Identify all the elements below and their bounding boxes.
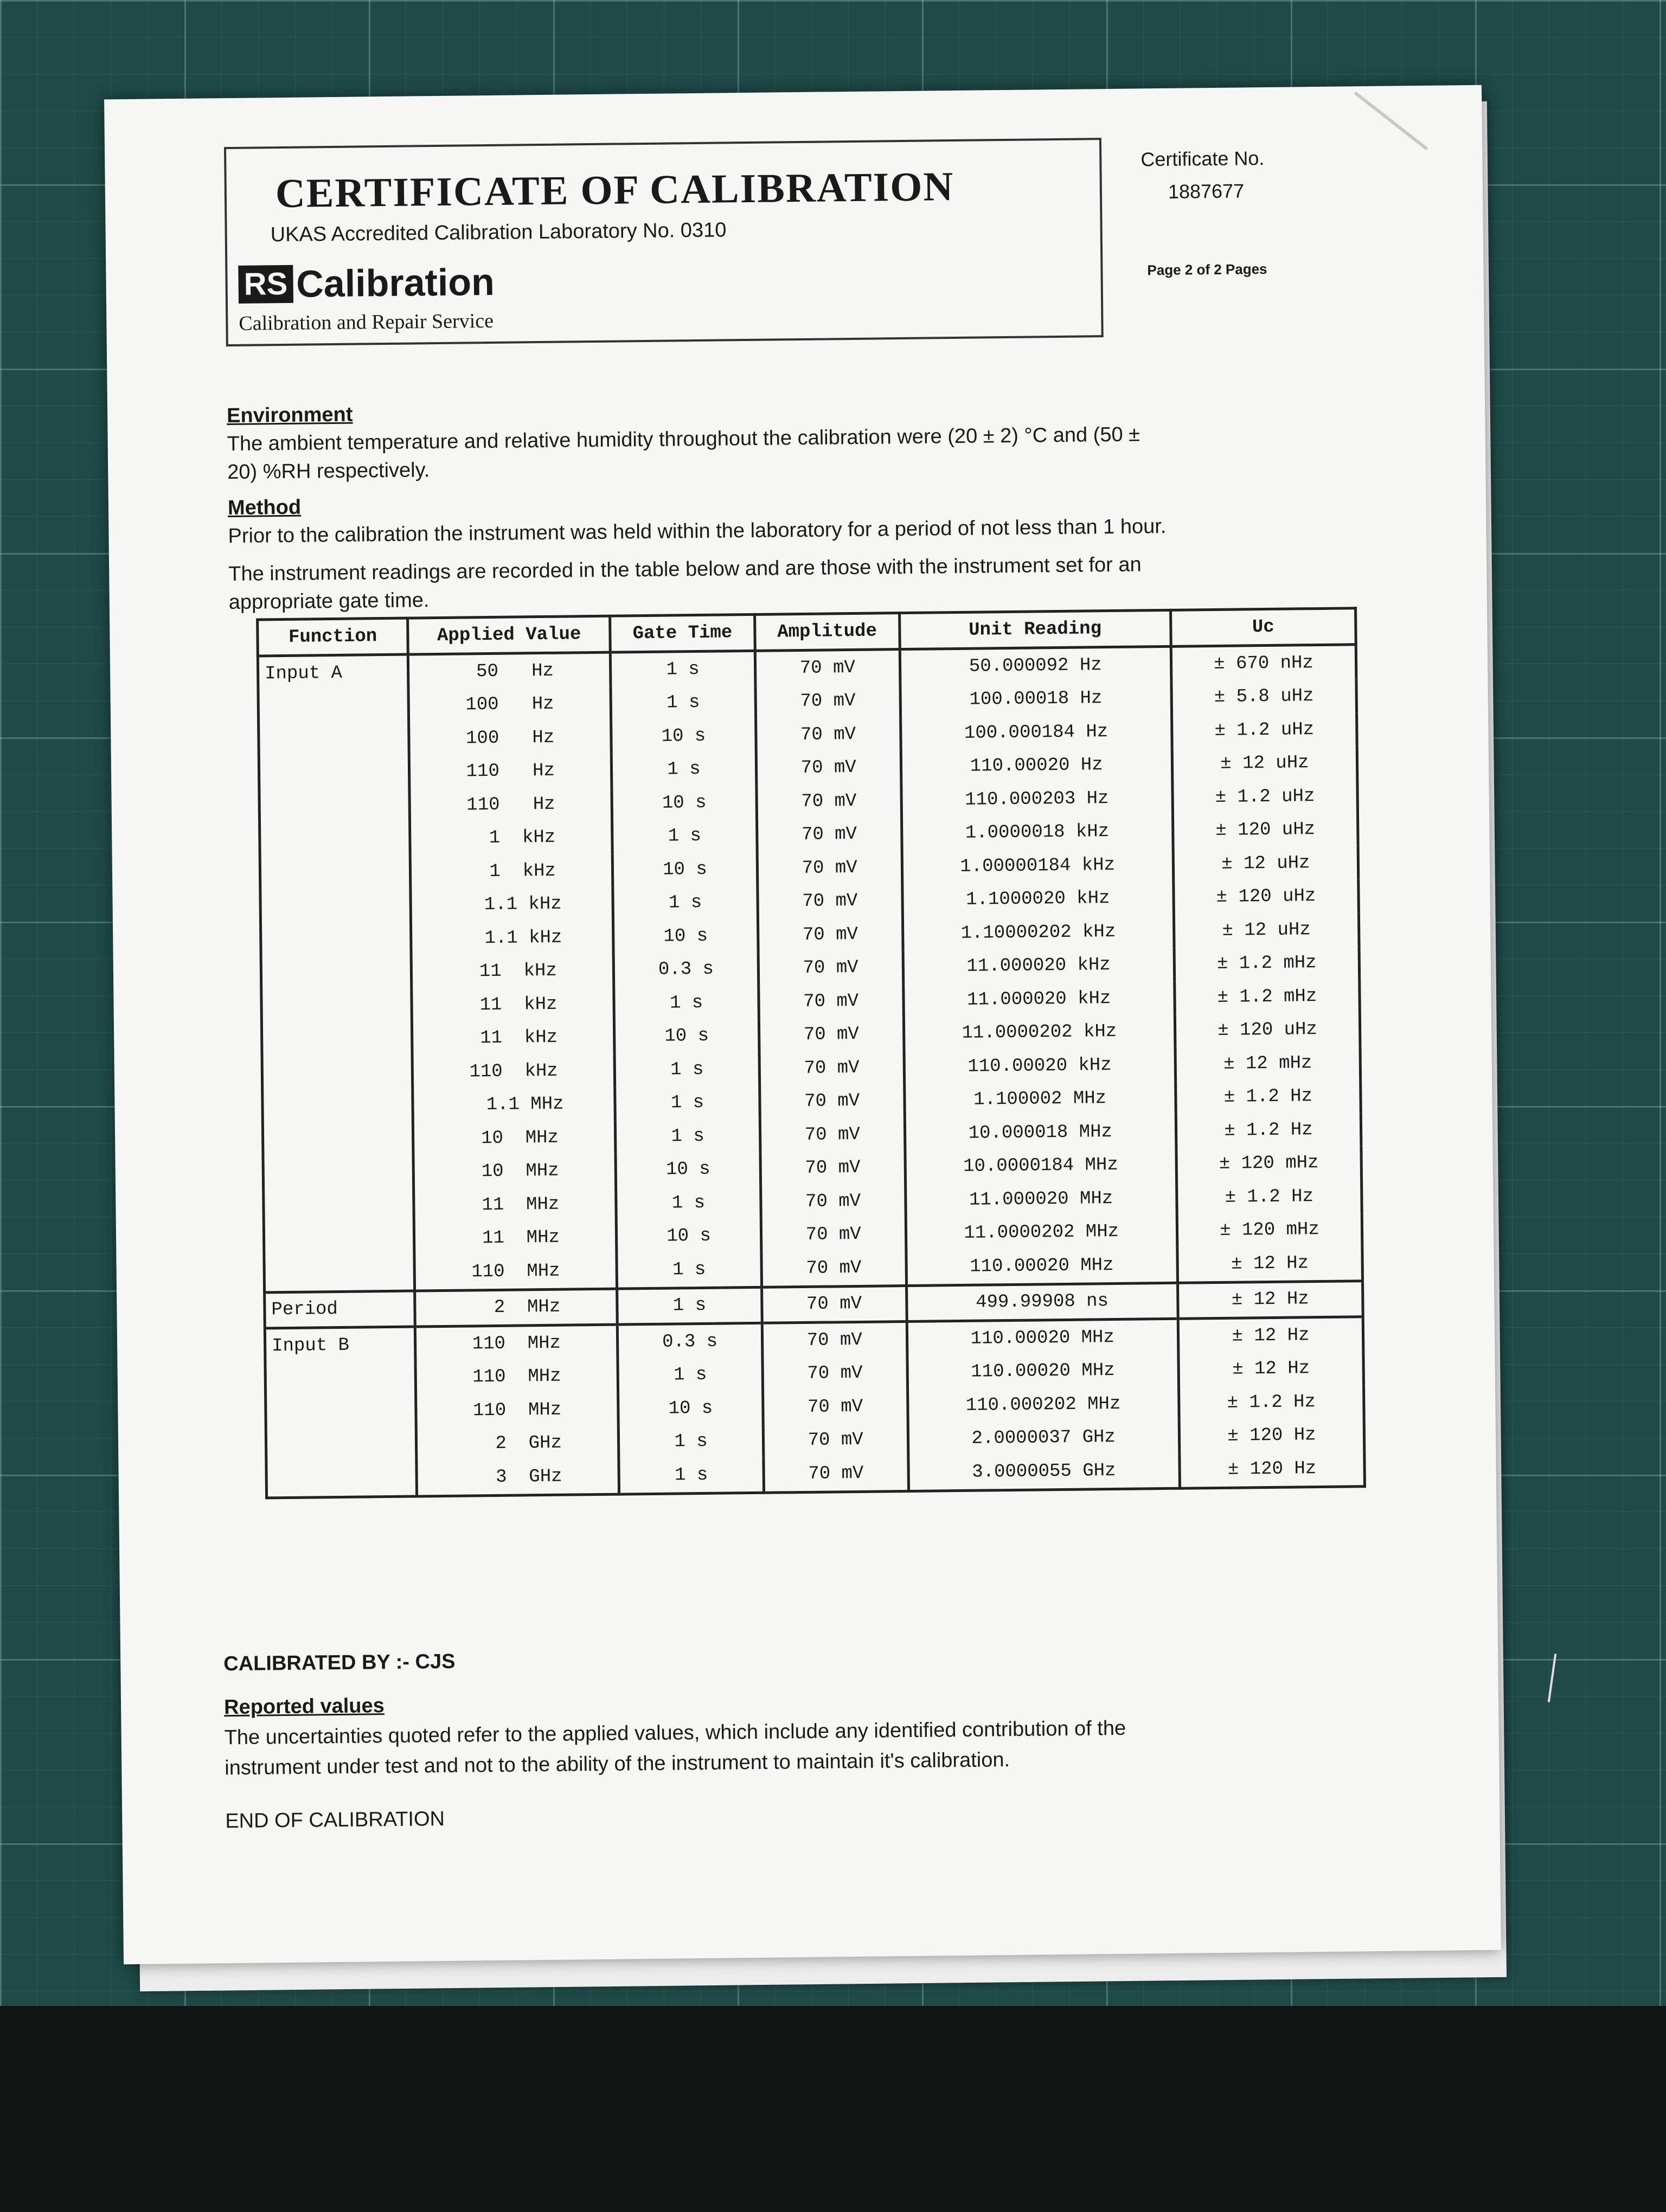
gate-time-cell: 1 s	[615, 1085, 760, 1120]
uncertainty-cell: ± 1.2 uHz	[1172, 779, 1358, 814]
col-function: Function	[258, 618, 408, 656]
calibrated-by: CALIBRATED BY :- CJS	[223, 1650, 456, 1676]
amplitude-cell: 70 mV	[755, 650, 900, 686]
gate-time-cell: 1 s	[619, 1458, 764, 1494]
amplitude-cell: 70 mV	[757, 818, 901, 852]
ukas-lab-number: UKAS Accredited Calibration Laboratory No. 0310	[270, 218, 727, 247]
function-cell	[259, 789, 410, 824]
amplitude-cell: 70 mV	[760, 1184, 905, 1219]
gate-time-cell: 0.3 s	[613, 952, 758, 987]
gate-time-cell: 1 s	[618, 1358, 762, 1392]
applied-value-cell: 11 MHz	[414, 1187, 617, 1223]
applied-value-cell: 3 GHz	[416, 1459, 619, 1496]
method-text-2: The instrument readings are recorded in the table below and are those with the instrument set for an appropriate gate time.	[228, 553, 1142, 614]
amplitude-cell: 70 mV	[762, 1322, 907, 1358]
environment-heading: Environment	[226, 403, 353, 428]
reported-values-text: The uncertainties quoted refer to the applied values, which include any identified contribution of the instrument under test and not to the ability of the instrument to maintain it's calibration.	[224, 1716, 1126, 1780]
amplitude-cell: 70 mV	[761, 1251, 906, 1287]
gate-time-cell: 1 s	[613, 885, 758, 920]
function-cell	[262, 1056, 413, 1091]
unit-reading-cell: 2.0000037 GHz	[908, 1420, 1180, 1456]
applied-value-cell: 10 MHz	[413, 1154, 616, 1189]
unit-reading-cell: 11.000020 kHz	[903, 981, 1175, 1018]
gate-time-cell: 10 s	[612, 786, 757, 820]
gate-time-cell: 10 s	[613, 919, 758, 954]
col-applied-value: Applied Value	[408, 616, 611, 654]
function-cell	[261, 956, 412, 991]
gate-time-cell: 1 s	[614, 1052, 759, 1087]
unit-reading-cell: 1.00000184 kHz	[902, 848, 1174, 884]
background-lap	[0, 2006, 1666, 2212]
uncertainty-cell: ± 120 uHz	[1174, 879, 1359, 915]
amplitude-cell: 70 mV	[757, 851, 902, 885]
unit-reading-cell: 110.00020 Hz	[901, 748, 1172, 784]
certificate-page	[104, 85, 1501, 1964]
uncertainty-cell: ± 120 uHz	[1172, 813, 1358, 848]
uncertainty-cell: ± 12 Hz	[1177, 1246, 1363, 1283]
applied-value-cell: 50 Hz	[408, 652, 611, 689]
unit-reading-cell: 10.0000184 MHz	[905, 1148, 1176, 1184]
function-cell	[266, 1428, 416, 1463]
function-cell: Input B	[265, 1327, 415, 1363]
unit-reading-cell: 1.1000020 kHz	[902, 881, 1174, 917]
col-gate-time: Gate Time	[610, 614, 755, 652]
amplitude-cell: 70 mV	[759, 1051, 904, 1085]
gate-time-cell: 1 s	[611, 752, 756, 787]
uncertainty-cell: ± 12 uHz	[1174, 912, 1359, 948]
unit-reading-cell: 11.0000202 MHz	[906, 1214, 1177, 1251]
gate-time-cell: 10 s	[616, 1152, 760, 1187]
uncertainty-cell: ± 12 mHz	[1175, 1046, 1361, 1081]
environment-text: The ambient temperature and relative humidity throughout the calibration were (20 ± 2) °C and (50 ± 20) %RH respectively.	[227, 423, 1140, 484]
uncertainty-cell: ± 5.8 uHz	[1171, 679, 1357, 715]
amplitude-cell: 70 mV	[755, 684, 900, 719]
applied-value-cell: 1.1 MHz	[413, 1087, 616, 1122]
amplitude-cell: 70 mV	[755, 717, 900, 752]
unit-reading-cell: 3.0000055 GHz	[908, 1454, 1180, 1491]
amplitude-cell: 70 mV	[757, 784, 901, 819]
applied-value-cell: 100 Hz	[409, 721, 612, 756]
function-cell	[258, 689, 409, 724]
unit-reading-cell: 11.0000202 kHz	[904, 1014, 1175, 1051]
environment-section	[227, 391, 1258, 486]
uncertainty-cell: ± 120 Hz	[1180, 1451, 1365, 1488]
function-cell	[261, 923, 412, 957]
amplitude-cell: 70 mV	[761, 1285, 906, 1323]
function-cell	[263, 1156, 414, 1191]
end-of-calibration: END OF CALIBRATION	[225, 1807, 445, 1833]
logo-word: Calibration	[296, 260, 495, 305]
unit-reading-cell: 100.00018 Hz	[900, 681, 1171, 717]
col-unit-reading: Unit Reading	[899, 610, 1171, 649]
function-cell	[264, 1189, 414, 1224]
unit-reading-cell: 50.000092 Hz	[900, 646, 1171, 684]
function-cell	[260, 889, 411, 924]
gate-time-cell: 0.3 s	[617, 1323, 762, 1359]
amplitude-cell: 70 mV	[763, 1423, 908, 1458]
uncertainty-cell: ± 1.2 uHz	[1171, 712, 1357, 748]
applied-value-cell: 2 GHz	[416, 1426, 619, 1461]
applied-value-cell: 110 MHz	[415, 1359, 618, 1394]
service-tagline: Calibration and Repair Service	[239, 309, 494, 335]
uncertainty-cell: ± 12 uHz	[1172, 746, 1357, 781]
gate-time-cell: 1 s	[617, 1287, 762, 1324]
reported-values-section	[224, 1681, 1310, 1783]
amplitude-cell: 70 mV	[758, 917, 902, 952]
gate-time-cell: 10 s	[616, 1219, 761, 1253]
amplitude-cell: 70 mV	[762, 1390, 907, 1424]
header-box	[224, 138, 1104, 346]
applied-value-cell: 110 MHz	[416, 1393, 619, 1428]
applied-value-cell: 110 MHz	[414, 1254, 617, 1291]
applied-value-cell: 1.1 kHz	[411, 887, 613, 922]
amplitude-cell: 70 mV	[761, 1218, 906, 1252]
uncertainty-cell: ± 1.2 Hz	[1176, 1079, 1361, 1115]
function-cell: Input A	[258, 654, 408, 691]
certificate-number: 1887677	[1168, 179, 1245, 203]
amplitude-cell: 70 mV	[758, 884, 902, 919]
rs-calibration-logo	[238, 260, 495, 306]
function-cell	[260, 856, 411, 891]
method-text-1: Prior to the calibration the instrument was held within the laboratory for a period of not less than 1 hour.	[228, 515, 1167, 548]
function-cell	[264, 1223, 414, 1257]
table-body	[258, 645, 1364, 1498]
method-section	[228, 483, 1259, 616]
certificate-number-label: Certificate No.	[1140, 146, 1265, 171]
applied-value-cell: 1 kHz	[410, 854, 613, 889]
unit-reading-cell: 1.0000018 kHz	[901, 814, 1173, 851]
uncertainty-cell: ± 12 Hz	[1177, 1281, 1363, 1319]
applied-value-cell: 11 kHz	[412, 1020, 615, 1056]
unit-reading-cell: 10.000018 MHz	[905, 1115, 1176, 1151]
amplitude-cell: 70 mV	[760, 1084, 905, 1119]
amplitude-cell: 70 mV	[764, 1456, 908, 1493]
gate-time-cell: 1 s	[612, 819, 757, 853]
amplitude-cell: 70 mV	[760, 1151, 905, 1186]
gate-time-cell: 1 s	[617, 1252, 761, 1289]
uncertainty-cell: ± 120 uHz	[1175, 1013, 1360, 1048]
uncertainty-cell: ± 1.2 Hz	[1176, 1179, 1362, 1214]
rs-logo-icon: RS	[238, 265, 293, 304]
uncertainty-cell: ± 120 mHz	[1176, 1146, 1362, 1181]
function-cell	[266, 1395, 416, 1430]
function-cell	[261, 1023, 412, 1057]
gate-time-cell: 1 s	[611, 685, 755, 720]
unit-reading-cell: 110.000203 Hz	[901, 781, 1172, 818]
amplitude-cell: 70 mV	[760, 1117, 905, 1152]
amplitude-cell: 70 mV	[759, 984, 904, 1019]
unit-reading-cell: 110.00020 MHz	[907, 1353, 1178, 1390]
applied-value-cell: 110 kHz	[412, 1054, 615, 1089]
method-heading: Method	[227, 496, 302, 520]
page-indicator: Page 2 of 2 Pages	[1147, 260, 1267, 279]
function-cell	[262, 1123, 413, 1158]
gate-time-cell: 1 s	[618, 1424, 763, 1459]
gate-time-cell: 1 s	[616, 1186, 761, 1220]
unit-reading-cell: 110.00020 kHz	[904, 1048, 1176, 1084]
uncertainty-cell: ± 1.2 Hz	[1178, 1385, 1364, 1420]
gate-time-cell: 1 s	[610, 651, 755, 687]
gate-time-cell: 1 s	[614, 986, 759, 1020]
gate-time-cell: 10 s	[611, 719, 756, 754]
unit-reading-cell: 11.000020 MHz	[905, 1181, 1177, 1218]
certificate-title: CERTIFICATE OF CALIBRATION	[275, 163, 954, 217]
calibration-table	[256, 607, 1366, 1499]
uncertainty-cell: ± 1.2 Hz	[1176, 1113, 1361, 1148]
applied-value-cell: 1.1 kHz	[411, 921, 614, 956]
applied-value-cell: 11 kHz	[412, 987, 614, 1023]
gate-time-cell: 10 s	[618, 1391, 763, 1426]
uncertainty-cell: ± 670 nHz	[1171, 645, 1356, 681]
uncertainty-cell: ± 12 Hz	[1178, 1352, 1364, 1387]
function-cell: Period	[265, 1291, 415, 1328]
applied-value-cell: 11 MHz	[414, 1220, 617, 1256]
applied-value-cell: 2 MHz	[415, 1289, 618, 1327]
unit-reading-cell: 110.000202 MHz	[907, 1387, 1179, 1423]
gate-time-cell: 10 s	[612, 852, 757, 887]
unit-reading-cell: 110.00020 MHz	[906, 1248, 1177, 1285]
applied-value-cell: 110 Hz	[409, 787, 612, 822]
unit-reading-cell: 100.000184 Hz	[900, 715, 1172, 751]
reported-values-heading: Reported values	[223, 1694, 385, 1719]
uncertainty-cell: ± 1.2 mHz	[1175, 979, 1360, 1014]
amplitude-cell: 70 mV	[756, 751, 901, 786]
function-cell	[264, 1256, 415, 1293]
gate-time-cell: 10 s	[614, 1019, 759, 1053]
unit-reading-cell: 1.10000202 kHz	[902, 915, 1174, 951]
uncertainty-cell: ± 120 Hz	[1179, 1418, 1364, 1454]
applied-value-cell: 110 MHz	[415, 1324, 618, 1361]
function-cell	[261, 989, 412, 1024]
amplitude-cell: 70 mV	[758, 951, 903, 986]
amplitude-cell: 70 mV	[762, 1356, 907, 1391]
applied-value-cell: 110 Hz	[409, 754, 612, 789]
function-cell	[260, 822, 411, 857]
function-cell	[259, 756, 409, 790]
uncertainty-cell: ± 12 Hz	[1178, 1317, 1363, 1354]
applied-value-cell: 1 kHz	[410, 820, 613, 856]
col-uncertainty: Uc	[1170, 608, 1356, 647]
gate-time-cell: 1 s	[616, 1119, 760, 1154]
unit-reading-cell: 11.000020 kHz	[903, 948, 1175, 984]
amplitude-cell: 70 mV	[759, 1018, 904, 1052]
applied-value-cell: 11 kHz	[411, 954, 614, 989]
uncertainty-cell: ± 120 mHz	[1177, 1213, 1362, 1248]
unit-reading-cell: 499.99908 ns	[906, 1283, 1178, 1322]
uncertainty-cell: ± 1.2 mHz	[1174, 946, 1360, 981]
function-cell	[265, 1361, 416, 1396]
col-amplitude: Amplitude	[754, 613, 899, 651]
function-cell	[266, 1461, 417, 1497]
applied-value-cell: 10 MHz	[413, 1121, 616, 1156]
applied-value-cell: 100 Hz	[408, 687, 611, 722]
function-cell	[262, 1089, 413, 1124]
function-cell	[259, 723, 409, 757]
unit-reading-cell: 110.00020 MHz	[907, 1319, 1178, 1356]
unit-reading-cell: 1.100002 MHz	[904, 1081, 1176, 1117]
uncertainty-cell: ± 12 uHz	[1173, 846, 1359, 881]
